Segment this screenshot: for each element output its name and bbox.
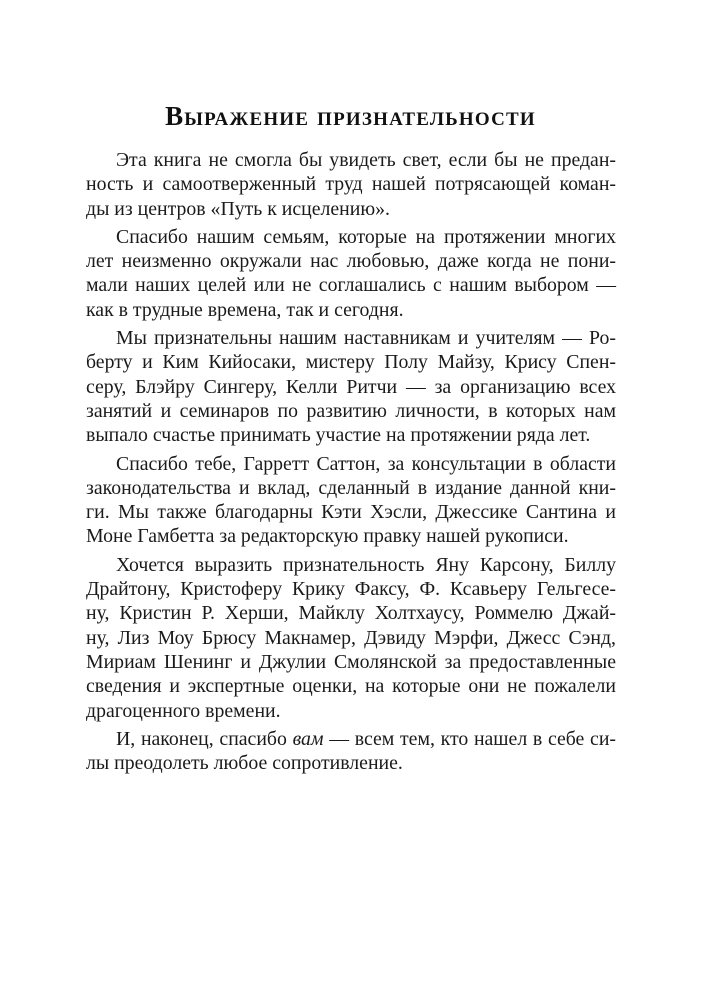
text-line: сведения и экспертные оценки, на которые они не пожалели xyxy=(86,675,616,698)
text-line: серу, Блэйру Сингеру, Келли Ритчи — за организацию всех xyxy=(86,375,616,398)
text-line: драгоценного времени. xyxy=(86,699,281,722)
text-run: И, наконец, спасибо xyxy=(116,727,293,750)
text-line xyxy=(86,727,616,751)
text-line: ну, Кристин Р. Херши, Майклу Холтхаусу, Роммелю Джай- xyxy=(86,602,616,625)
text-line: ность и самоотверженный труд нашей потрясающей коман- xyxy=(86,173,616,196)
text-line: Спасибо тебе, Гарретт Саттон, за консультации в области xyxy=(116,452,616,475)
text-line: ги. Мы также благодарны Кэти Хэсли, Джессике Сантина и xyxy=(86,501,616,524)
text-line: лы преодолеть любое сопротивление. xyxy=(86,752,403,775)
paragraph-3 xyxy=(86,326,616,447)
text-run: — всем тем, кто нашел в себе си- xyxy=(323,727,617,750)
paragraph-2 xyxy=(86,225,616,322)
text-line: берту и Ким Кийосаки, мистеру Полу Майзу, Крису Спен- xyxy=(86,351,616,374)
text-line: занятий и семинаров по развитию личности, в которых нам xyxy=(86,399,616,422)
text-line: ды из центров «Путь к исцелению». xyxy=(86,197,390,220)
emphasis-word: вам xyxy=(292,727,324,750)
text-line: ну, Лиз Моу Брюсу Макнамер, Дэвиду Мэрфи, Джесс Сэнд, xyxy=(86,626,616,649)
paragraph-6 xyxy=(86,727,616,776)
paragraph-1 xyxy=(86,148,616,221)
text-line: Эта книга не смогла бы увидеть свет, если бы не предан- xyxy=(116,149,616,171)
text-line: Мириам Шенинг и Джулии Смолянской за предоставленные xyxy=(86,650,616,673)
text-line: как в трудные времена, так и сегодня. xyxy=(86,298,404,321)
text-line: Хочется выразить признательность Яну Карсону, Биллу xyxy=(116,553,616,576)
text-line: законодательства и вклад, сделанный в издание данной кни- xyxy=(86,476,616,499)
text-line: Мы признательны нашим наставникам и учителям — Ро- xyxy=(116,327,616,350)
paragraph-5 xyxy=(86,553,616,723)
acknowledgements-text xyxy=(86,148,616,779)
text-line: Моне Гамбетта за редакторскую правку нашей рукописи. xyxy=(86,525,569,548)
text-line: мали наших целей или не соглашались с нашим выбором — xyxy=(86,274,616,297)
text-line: лет неизменно окружали нас любовью, даже когда не пони- xyxy=(86,250,616,273)
page-title: Выражение признательности xyxy=(165,101,536,131)
text-line: Спасибо нашим семьям, которые на протяжении многих xyxy=(116,225,616,248)
text-line: Драйтону, Кристоферу Крику Факсу, Ф. Ксавьеру Гельгесе- xyxy=(86,578,616,601)
paragraph-4 xyxy=(86,452,616,549)
text-line: выпало счастье принимать участие на протяжении ряда лет. xyxy=(86,424,591,447)
